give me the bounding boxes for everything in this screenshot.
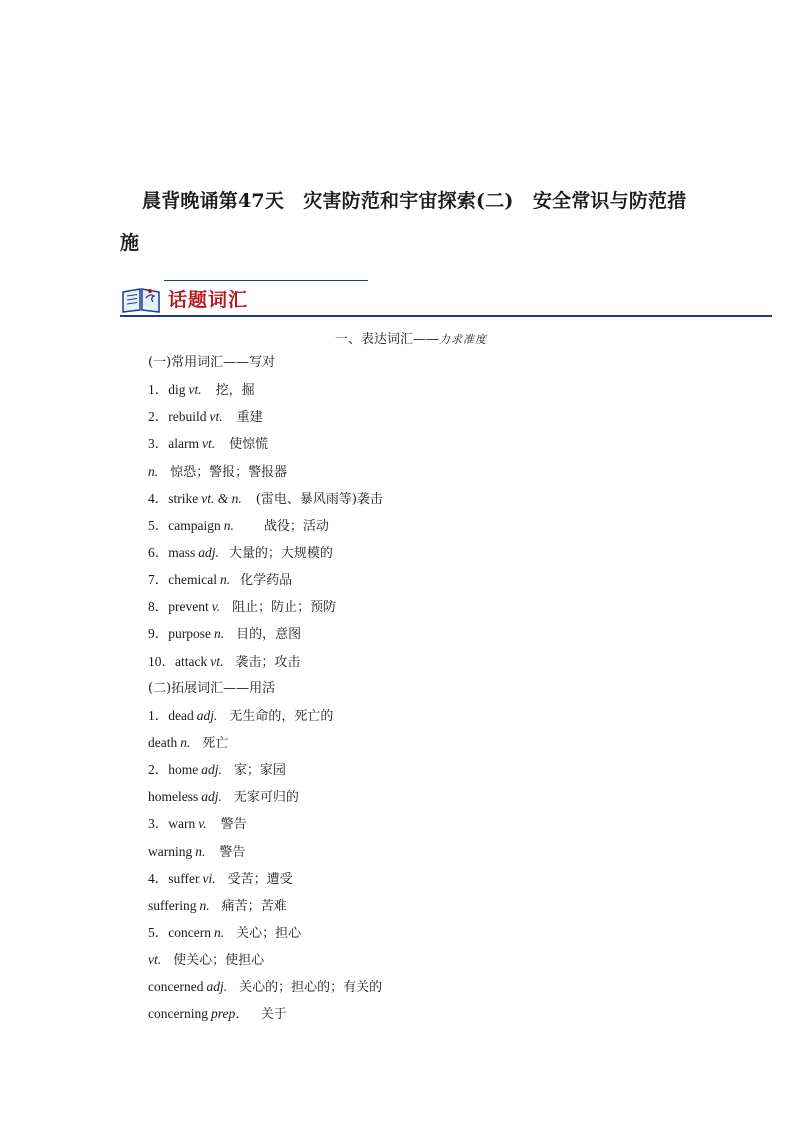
vocab-entry xyxy=(148,462,768,489)
vocab-meaning: 重建 xyxy=(236,410,263,426)
section-heading-main: 一、表达词汇—— xyxy=(334,332,439,347)
part-of-speech: vt. xyxy=(210,653,224,669)
vocab-meaning: 阻止；防止；预防 xyxy=(232,600,337,616)
vocab-entry xyxy=(148,923,768,950)
part-of-speech: vt. xyxy=(209,409,223,425)
vocab-meaning: 挖，掘 xyxy=(215,383,255,399)
page-title: 晨背晚诵第47天 灾害防范和宇宙探索(二) 安全常识与防范措施 xyxy=(120,190,687,254)
vocab-meaning: 关心的；担心的；有关的 xyxy=(239,980,383,996)
part-of-speech: vt. xyxy=(201,436,216,452)
vocab-entry xyxy=(148,624,768,651)
vocab-meaning: 使关心；使担心 xyxy=(173,953,265,969)
part-of-speech: adj. xyxy=(201,762,222,778)
vocab-word: 5．campaign xyxy=(148,517,221,533)
topic-banner xyxy=(120,280,772,318)
part-of-speech: vt. xyxy=(148,952,162,968)
vocab-meaning: 化学药品 xyxy=(240,573,293,589)
vocab-entry xyxy=(148,1004,768,1031)
vocab-meaning: 关于 xyxy=(260,1007,287,1023)
vocab-word: 2．home xyxy=(148,762,199,778)
vocab-meaning: 痛苦；苦难 xyxy=(221,898,287,914)
vocab-meaning: 战役；活动 xyxy=(263,518,329,534)
vocab-word: 1．dig xyxy=(148,382,186,398)
banner-bottom-rule xyxy=(120,315,772,317)
vocab-word: 4．suffer xyxy=(148,870,200,886)
part-of-speech: vt. & n. xyxy=(201,490,242,506)
banner-top-rule xyxy=(164,280,368,281)
vocab-meaning: 使惊慌 xyxy=(229,437,269,453)
vocab-entry xyxy=(148,407,768,434)
vocab-entry xyxy=(148,950,768,977)
vocab-entry xyxy=(148,842,768,869)
vocab-word: homeless xyxy=(148,789,199,805)
part-of-speech: n. xyxy=(219,572,231,588)
part-of-speech: adj. xyxy=(198,544,219,560)
vocab-word: 1．dead xyxy=(148,707,194,723)
vocab-meaning: 警告 xyxy=(219,844,246,860)
part-of-speech: adj. xyxy=(201,789,222,805)
vocab-word: 7．chemical xyxy=(148,572,217,588)
vocab-entry xyxy=(148,869,768,896)
vocab-meaning: (雷电、暴风雨等)袭击 xyxy=(255,491,383,507)
section-heading xyxy=(0,328,794,347)
vocab-word: 8．prevent xyxy=(148,599,209,615)
part-of-speech: v. xyxy=(198,816,207,832)
part-of-speech: n. xyxy=(180,734,191,750)
vocab-word: 3．alarm xyxy=(148,436,199,452)
vocab-word: concerning xyxy=(148,1006,208,1022)
vocab-entry xyxy=(148,570,768,597)
part-of-speech: n. xyxy=(148,463,159,479)
vocab-subheading: (二)拓展词汇——用活 xyxy=(148,680,276,696)
section-heading-emphasis: 力求准度 xyxy=(439,333,487,346)
vocab-entry xyxy=(148,977,768,1004)
vocab-entry xyxy=(148,597,768,624)
vocab-meaning: 死亡 xyxy=(202,735,229,751)
banner-heading: 话题词汇 xyxy=(168,289,249,311)
vocab-word: 4．strike xyxy=(148,490,199,506)
vocab-meaning: 无家可归的 xyxy=(233,790,299,806)
vocab-entry xyxy=(148,706,768,733)
vocab-subheading: (一)常用词汇——写对 xyxy=(148,355,276,370)
vocab-entry xyxy=(148,380,768,407)
part-of-speech: adj. xyxy=(206,979,228,995)
vocab-word: 3．warn xyxy=(148,816,196,832)
vocab-word: suffering xyxy=(148,897,197,913)
vocab-word: warning xyxy=(148,843,193,859)
vocab-word: 9．purpose xyxy=(148,626,211,642)
part-of-speech: n. xyxy=(223,517,234,533)
vocab-entry xyxy=(148,760,768,787)
part-of-speech: n. xyxy=(199,897,210,913)
vocab-word: concerned xyxy=(148,979,204,995)
vocab-list xyxy=(148,353,768,1032)
vocab-entry xyxy=(148,896,768,923)
vocab-meaning: 袭击；攻击 xyxy=(235,654,301,670)
vocab-word: death xyxy=(148,734,178,750)
vocab-meaning: 大量的；大规模的 xyxy=(228,545,333,561)
vocab-meaning: 家；家园 xyxy=(233,763,286,779)
part-of-speech: n. xyxy=(214,626,225,642)
vocab-word: 5．concern xyxy=(148,924,211,940)
vocab-entry xyxy=(148,652,768,679)
vocab-entry xyxy=(148,814,768,841)
part-of-speech: v. xyxy=(211,599,221,615)
vocab-meaning: 无生命的，死亡的 xyxy=(229,708,334,724)
part-of-speech: prep． xyxy=(210,1006,249,1022)
part-of-speech: vt. xyxy=(188,382,202,398)
vocab-meaning: 受苦；遭受 xyxy=(227,871,293,887)
vocab-word: 10．attack xyxy=(148,653,208,669)
vocab-meaning: 惊恐；警报；警报器 xyxy=(170,464,288,480)
vocab-entry xyxy=(148,543,768,570)
vocab-entry xyxy=(148,516,768,543)
vocab-meaning: 警告 xyxy=(220,817,247,833)
vocab-meaning: 关心；担心 xyxy=(236,925,302,941)
vocab-word: 2．rebuild xyxy=(148,409,207,425)
vocab-entry xyxy=(148,733,768,760)
part-of-speech: vi. xyxy=(202,870,216,886)
open-book-icon xyxy=(120,284,162,314)
part-of-speech: n. xyxy=(195,843,206,859)
vocab-entry xyxy=(148,787,768,814)
vocab-meaning: 目的，意图 xyxy=(236,627,302,643)
part-of-speech: adj. xyxy=(196,707,218,723)
vocab-word: 6．mass xyxy=(148,544,196,560)
part-of-speech: n. xyxy=(213,924,225,940)
vocab-entry xyxy=(148,434,768,461)
vocab-entry xyxy=(148,489,768,516)
